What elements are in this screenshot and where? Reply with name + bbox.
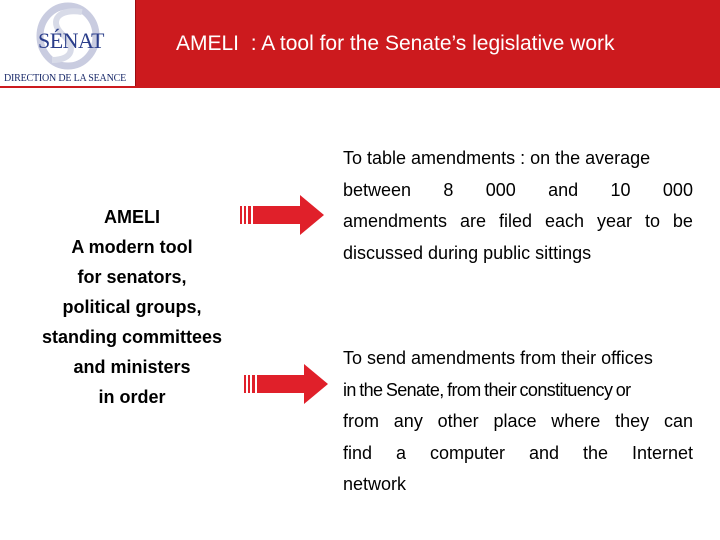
word: other xyxy=(437,411,479,431)
word: each xyxy=(544,211,585,231)
left-line: and ministers xyxy=(73,357,191,377)
para-line xyxy=(343,175,693,207)
word: and xyxy=(528,442,559,463)
word: between xyxy=(343,179,412,200)
word: where xyxy=(551,411,601,431)
para-line: To send amendments from their offices xyxy=(343,348,653,368)
arrow-right-icon xyxy=(244,362,330,408)
word: computer xyxy=(429,442,505,463)
word: Internet xyxy=(631,442,693,463)
para-line xyxy=(343,438,693,470)
word: filed xyxy=(498,211,533,231)
word: 000 xyxy=(662,179,693,200)
page-title: AMELI : A tool for the Senate’s legislative work xyxy=(176,32,615,55)
logo-word: SÉNAT xyxy=(38,28,104,53)
senat-logo xyxy=(0,0,136,86)
left-line: A modern tool xyxy=(71,237,193,257)
left-line: for senators, xyxy=(77,267,187,287)
arrow-right-icon xyxy=(240,193,326,239)
tabling-paragraph xyxy=(343,143,693,269)
word: are xyxy=(460,211,487,231)
para-line: network xyxy=(343,474,407,494)
word: the xyxy=(582,442,608,463)
word: 000 xyxy=(485,179,516,200)
word: from xyxy=(343,411,379,431)
left-line: political groups, xyxy=(62,297,202,317)
word: any xyxy=(393,411,423,431)
word: find xyxy=(343,442,373,463)
header-bar xyxy=(0,0,720,88)
left-line: standing committees xyxy=(41,327,223,347)
word: can xyxy=(663,411,693,431)
word: to xyxy=(644,211,660,231)
para-line xyxy=(343,206,693,238)
para-line: discussed during public sittings xyxy=(343,242,592,263)
word: a xyxy=(395,442,406,463)
logo-subtitle: DIRECTION DE LA SEANCE xyxy=(4,73,126,84)
ameli-description xyxy=(12,202,252,412)
word: be xyxy=(672,211,693,231)
word: 10 xyxy=(610,179,631,200)
sending-paragraph xyxy=(343,343,693,501)
left-line: AMELI xyxy=(104,207,160,227)
word: year xyxy=(596,211,632,231)
word: amendments xyxy=(343,211,448,231)
para-line: To table amendments : on the average xyxy=(343,148,651,168)
word: place xyxy=(493,411,537,431)
word: and xyxy=(548,179,579,200)
word: they xyxy=(615,411,650,431)
left-line: in order xyxy=(98,387,166,407)
para-line: in the Senate, from their constituency or xyxy=(343,379,631,400)
para-line xyxy=(343,406,693,438)
word: 8 xyxy=(443,179,454,200)
